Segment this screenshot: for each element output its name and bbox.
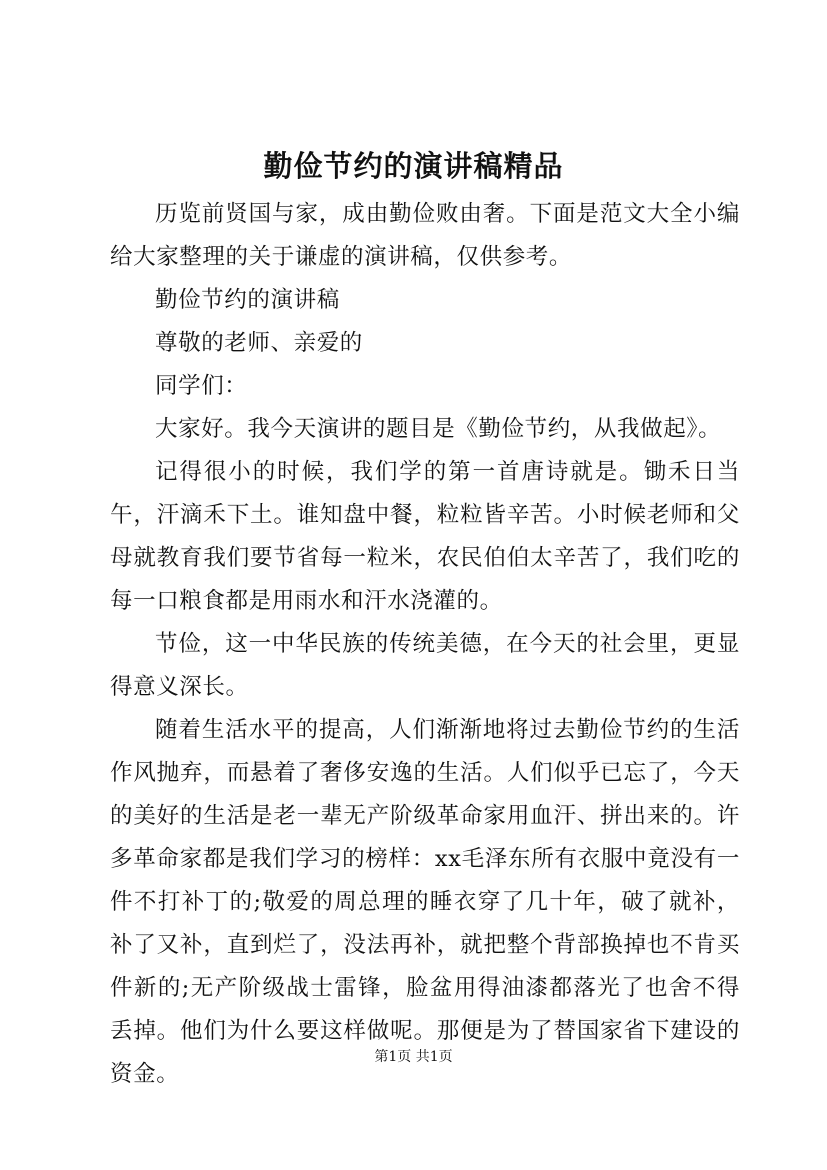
paragraph-salutation: 尊敬的老师、亲爱的 [155, 330, 363, 356]
document-body [110, 193, 740, 1096]
paragraph-examples: 随着生活水平的提高，人们渐渐地将过去勤俭节约的生活作风抛弃，而悬着了奢侈安逸的生活。人们似乎已忘了，今天的美好的生活是老一辈无产阶级革命家用血汗、拼出来的。许多革命家都是我们学习的榜样：xx毛泽东所有衣服中竟没有一件不打补丁的;敬爱的周总理的睡衣穿了几十年，破了就补，补了又补，直到烂了，没法再补，就把整个背部换掉也不肯买件新的;无产阶级战士雷锋，脸盆用得油漆都落光了也舍不得丢掉。他们为什么要这样做呢。那便是为了替国家省下建设的资金。 [110, 717, 740, 1087]
page-footer: 第1页 共1页 [374, 1049, 453, 1065]
paragraph-salutation-cont: 同学们： [155, 373, 248, 399]
document-title: 勤俭节约的演讲稿精品 [263, 149, 564, 183]
paragraph-virtue: 节俭，这一中华民族的传统美德，在今天的社会里，更显得意义深长。 [110, 631, 740, 700]
paragraph-memory: 记得很小的时候，我们学的第一首唐诗就是。锄禾日当午，汗滴禾下土。谁知盘中餐，粒粒皆辛苦。小时候老师和父母就教育我们要节省每一粒米，农民伯伯太辛苦了，我们吃的每一口粮食都是用雨水和汗水浇灌的。 [110, 459, 740, 614]
paragraph-intro: 历览前贤国与家，成由勤俭败由奢。下面是范文大全小编给大家整理的关于谦虚的演讲稿，仅供参考。 [110, 201, 740, 270]
paragraph-subtitle: 勤俭节约的演讲稿 [155, 287, 340, 313]
paragraph-greeting: 大家好。我今天演讲的题目是《勤俭节约，从我做起》。 [155, 416, 722, 442]
